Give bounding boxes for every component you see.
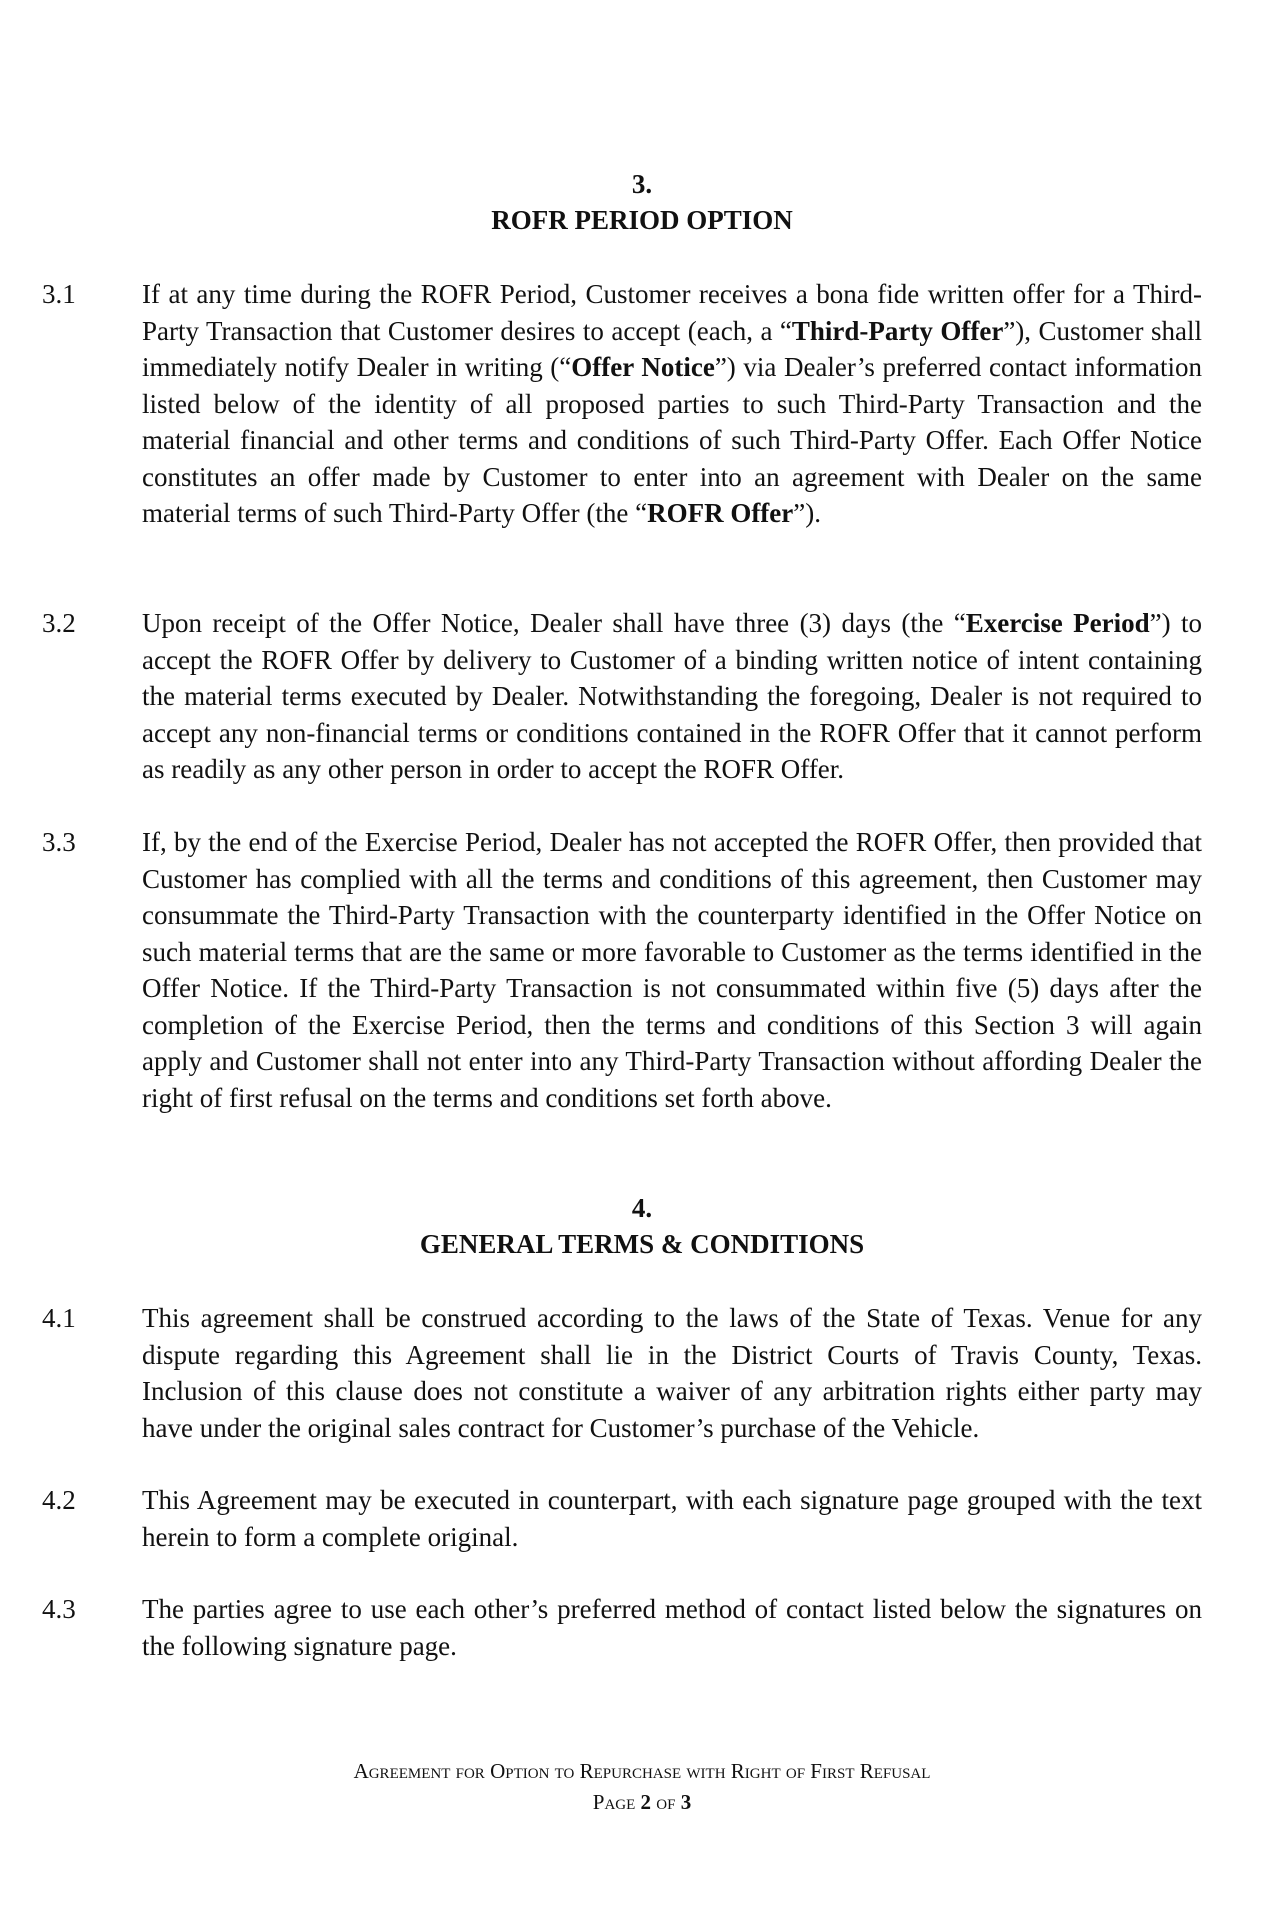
clause-text-part: ”) to accept the ROFR Offer by delivery to Customer of a binding written notice of intent containing the material terms executed by Dealer. Notwithstanding the foregoing, Dealer is not required to accept any non-financial terms or conditions contained in the ROFR Offer that it cannot perform as readily as any other person in order to accept the ROFR Offer.: [142, 608, 1202, 784]
page-total: 3: [680, 1790, 692, 1814]
clause-number: 4.1: [42, 1303, 76, 1333]
clause-text: The parties agree to use each other’s preferred method of contact listed below the signatures on the following signature page.: [142, 1594, 1202, 1661]
page-indicator: [0, 1787, 1284, 1818]
clause-text: If, by the end of the Exercise Period, Dealer has not accepted the ROFR Offer, then provided that Customer has complied with all the terms and conditions of this agreement, then Customer may consummate the Third-Party Transaction with the counterparty identified in the Offer Notice on such material terms that are the same or more favorable to Customer as the terms identified in the Offer Notice. If the Third-Party Transaction is not consummated within five (5) days after the completion of the Exercise Period, then the terms and conditions of this Section 3 will again apply and Customer shall not enter into any Third-Party Transaction without affording Dealer the right of first refusal on the terms and conditions set forth above.: [142, 827, 1202, 1113]
section-4-number: 4.: [631, 1193, 653, 1223]
defined-term: Exercise Period: [965, 608, 1150, 638]
clause-text-part: ”) via Dealer’s preferred contact information listed below of the identity of all proposed parties to such Third-Party Transaction and the material financial and other terms and conditions of such Third-Party Offer. Each Offer Notice constitutes an offer made by Customer to enter into an agreement with Dealer on the same material terms of such Third-Party Offer (the “: [142, 352, 1202, 528]
page-current: 2: [640, 1790, 652, 1814]
footer-title: Agreement for Option to Repurchase with Right of First Refusal: [353, 1759, 931, 1783]
clause-number: 4.2: [42, 1485, 76, 1515]
clause-text: This Agreement may be executed in counterpart, with each signature page grouped with the text herein to form a complete original.: [142, 1485, 1202, 1552]
page-of: of: [656, 1790, 676, 1814]
defined-term: Offer Notice: [571, 352, 715, 382]
section-3-title: ROFR PERIOD OPTION: [491, 205, 793, 235]
defined-term: ROFR Offer: [647, 498, 794, 528]
clause-text: [142, 276, 1202, 532]
page-label: Page: [592, 1790, 636, 1814]
defined-term: Third-Party Offer: [791, 315, 1004, 346]
clause-text-part: ”), Customer shall immediately notify Dealer in writing (“: [142, 315, 1203, 382]
clause-number: 3.3: [42, 827, 76, 857]
clause-text: This agreement shall be construed according to the laws of the State of Texas. Venue for any dispute regarding this Agreement shall lie in the District Courts of Travis County, Texas. Inclusion of this clause does not constitute a waiver of any arbitration rights either party may have under the original sales contract for Customer’s purchase of the Vehicle.: [142, 1303, 1202, 1443]
section-4-title: GENERAL TERMS & CONDITIONS: [419, 1229, 865, 1259]
clause-text-part: Upon receipt of the Offer Notice, Dealer shall have three (3) days (the “: [142, 608, 966, 638]
clause-number: 3.1: [42, 279, 76, 309]
clause-number: 4.3: [42, 1594, 76, 1624]
section-3-number: 3.: [631, 169, 653, 199]
clause-text: [142, 605, 1202, 788]
clause-text-part: ”).: [793, 498, 822, 528]
clause-text-part: If at any time during the ROFR Period, Customer receives a bona fide written offer for a Third-Party Transaction that Customer desires to accept (each, a “: [142, 279, 1202, 346]
clause-number: 3.2: [42, 608, 76, 638]
